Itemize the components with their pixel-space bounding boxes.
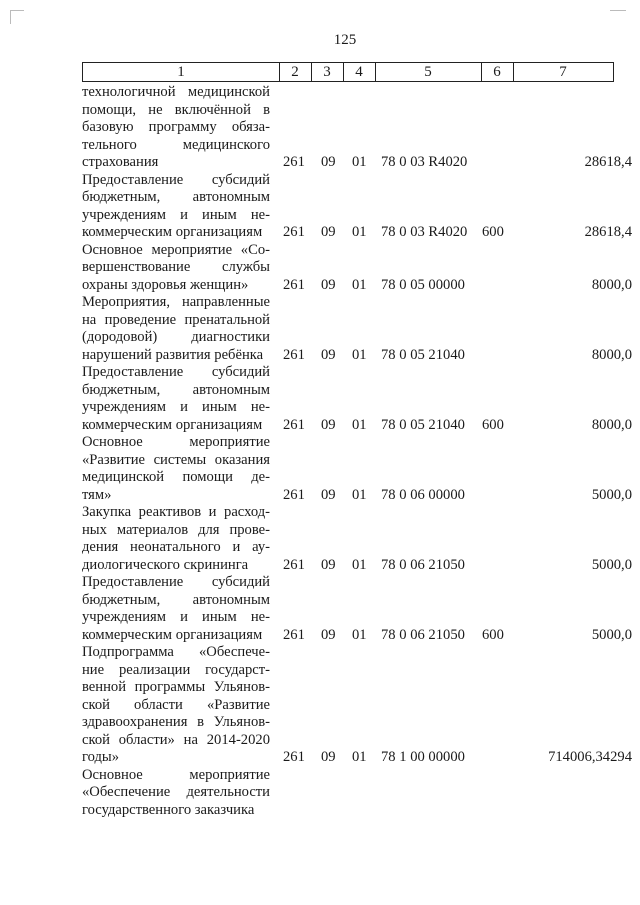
- description-line: на проведение пренатальной: [82, 311, 270, 328]
- cell-col-2: 261: [283, 346, 305, 363]
- description-line: коммерческим организациям: [82, 416, 263, 433]
- description-line: «Развитие системы оказания: [82, 451, 270, 468]
- cell-col-4: 01: [352, 416, 367, 433]
- cell-col-3: 09: [321, 626, 336, 643]
- description-line: коммерческим организациям: [82, 626, 263, 643]
- header-col-5: 5: [424, 64, 432, 80]
- description-line: бюджетным, автономным: [82, 189, 270, 205]
- cell-col-2: 261: [283, 224, 305, 240]
- cell-col-4: 01: [352, 276, 367, 293]
- cell-col-2: 261: [283, 416, 305, 433]
- header-col-2: 2: [291, 64, 299, 80]
- cell-col-2: 261: [283, 154, 305, 170]
- description-line: нарушений развития ребёнка: [82, 346, 264, 363]
- description-line: Предоставление субсидий: [82, 364, 270, 380]
- description-line: ской области» на 2014-2020: [82, 731, 270, 748]
- table-header: [82, 62, 614, 82]
- cell-col-7: 5000,0: [591, 486, 632, 503]
- description-line: здравоохранения в Ульянов-: [82, 714, 270, 730]
- description-line: коммерческим организациям: [82, 224, 263, 240]
- description-line: учреждениям и иным не-: [82, 399, 270, 415]
- cell-col-4: 01: [352, 346, 367, 363]
- description-line: государственного заказчика: [82, 801, 255, 818]
- page-number: 125: [333, 32, 357, 48]
- description-line: вершенствование службы: [82, 259, 270, 275]
- description-line: ние реализации государст-: [82, 661, 270, 678]
- cell-col-5: 78 0 06 00000: [381, 486, 465, 503]
- cell-col-4: 01: [352, 486, 367, 503]
- row-description: [82, 84, 270, 172]
- row-description: [82, 644, 270, 767]
- cell-col-4: 01: [352, 154, 367, 170]
- cell-col-6: 600: [482, 224, 504, 240]
- cell-col-2: 261: [283, 486, 305, 503]
- cell-col-3: 09: [321, 416, 336, 433]
- cell-col-7: 5000,0: [591, 556, 632, 573]
- description-line: Основное мероприятие «Со-: [82, 241, 270, 258]
- cell-col-7: 8000,0: [591, 346, 632, 363]
- header-col-1: 1: [177, 64, 185, 80]
- description-line: охраны здоровья женщин»: [82, 276, 249, 293]
- cell-col-3: 09: [321, 224, 336, 240]
- header-col-4: 4: [355, 64, 363, 80]
- cell-col-5: 78 0 05 21040: [381, 416, 465, 433]
- cell-col-7: 28618,4: [584, 154, 632, 170]
- cell-col-6: 600: [482, 416, 504, 433]
- description-line: тельного медицинского: [82, 136, 270, 153]
- row-description: [82, 172, 270, 242]
- cell-col-7: 714006,34294: [548, 749, 632, 765]
- cell-col-3: 09: [321, 486, 336, 503]
- description-line: Основное мероприятие: [82, 434, 270, 450]
- description-line: ской области «Развитие: [82, 696, 270, 713]
- cell-col-3: 09: [321, 154, 336, 170]
- cell-col-7: 8000,0: [591, 416, 632, 433]
- cell-col-2: 261: [283, 276, 305, 293]
- cell-col-7: 5000,0: [591, 626, 632, 643]
- cell-col-5: 78 0 06 21050: [381, 626, 465, 643]
- cell-col-5: 78 0 05 00000: [381, 276, 465, 293]
- description-line: базовую программу обяза-: [82, 119, 270, 135]
- header-col-6: 6: [493, 64, 501, 80]
- description-line: страхования: [82, 154, 159, 170]
- description-line: Закупка реактивов и расход-: [82, 504, 270, 520]
- cell-col-2: 261: [283, 556, 305, 573]
- row-description: [82, 294, 270, 364]
- description-line: диологического скрининга: [82, 556, 249, 573]
- cell-col-5: 78 1 00 00000: [381, 749, 465, 765]
- description-line: технологичной медицинской: [82, 84, 270, 100]
- cell-col-2: 261: [283, 626, 305, 643]
- description-line: тям»: [82, 486, 112, 503]
- cell-col-2: 261: [283, 749, 305, 765]
- cell-col-6: 600: [482, 626, 504, 643]
- description-line: Основное мероприятие: [82, 766, 270, 783]
- description-line: медицинской помощи де-: [82, 469, 270, 485]
- row-description: [82, 434, 270, 504]
- cell-col-3: 09: [321, 749, 336, 765]
- description-line: бюджетным, автономным: [82, 591, 270, 608]
- description-line: Предоставление субсидий: [82, 171, 270, 188]
- description-line: (дородовой) диагностики: [82, 329, 270, 345]
- description-line: ных материалов для прове-: [82, 521, 270, 538]
- row-description: [82, 364, 270, 434]
- description-line: венной программы Ульянов-: [82, 679, 270, 695]
- cell-col-5: 78 0 03 R4020: [381, 224, 468, 240]
- description-line: учреждениям и иным не-: [82, 609, 270, 625]
- row-description: [82, 574, 270, 644]
- description-line: годы»: [82, 749, 120, 765]
- description-line: «Обеспечение деятельности: [82, 784, 270, 800]
- cell-col-5: 78 0 05 21040: [381, 346, 465, 363]
- cell-col-4: 01: [352, 556, 367, 573]
- description-line: Мероприятия, направленные: [82, 294, 270, 310]
- cell-col-4: 01: [352, 626, 367, 643]
- description-line: учреждениям и иным не-: [82, 206, 270, 223]
- cell-col-5: 78 0 03 R4020: [381, 154, 468, 170]
- cell-col-5: 78 0 06 21050: [381, 556, 465, 573]
- header-col-7: 7: [559, 64, 567, 80]
- cell-col-7: 8000,0: [591, 276, 632, 293]
- header-col-3: 3: [323, 64, 331, 80]
- cell-col-4: 01: [352, 224, 367, 240]
- cell-col-7: 28618,4: [584, 224, 632, 240]
- cell-col-4: 01: [352, 749, 367, 765]
- cell-col-3: 09: [321, 276, 336, 293]
- description-line: Предоставление субсидий: [82, 574, 270, 590]
- row-description: [82, 767, 270, 820]
- row-description: [82, 504, 270, 574]
- description-line: дения неонатального и ау-: [82, 539, 270, 555]
- description-line: помощи, не включённой в: [82, 101, 270, 118]
- description-line: бюджетным, автономным: [82, 381, 270, 398]
- description-line: Подпрограмма «Обеспече-: [82, 644, 270, 660]
- cell-col-3: 09: [321, 346, 336, 363]
- cell-col-3: 09: [321, 556, 336, 573]
- row-description: [82, 242, 270, 295]
